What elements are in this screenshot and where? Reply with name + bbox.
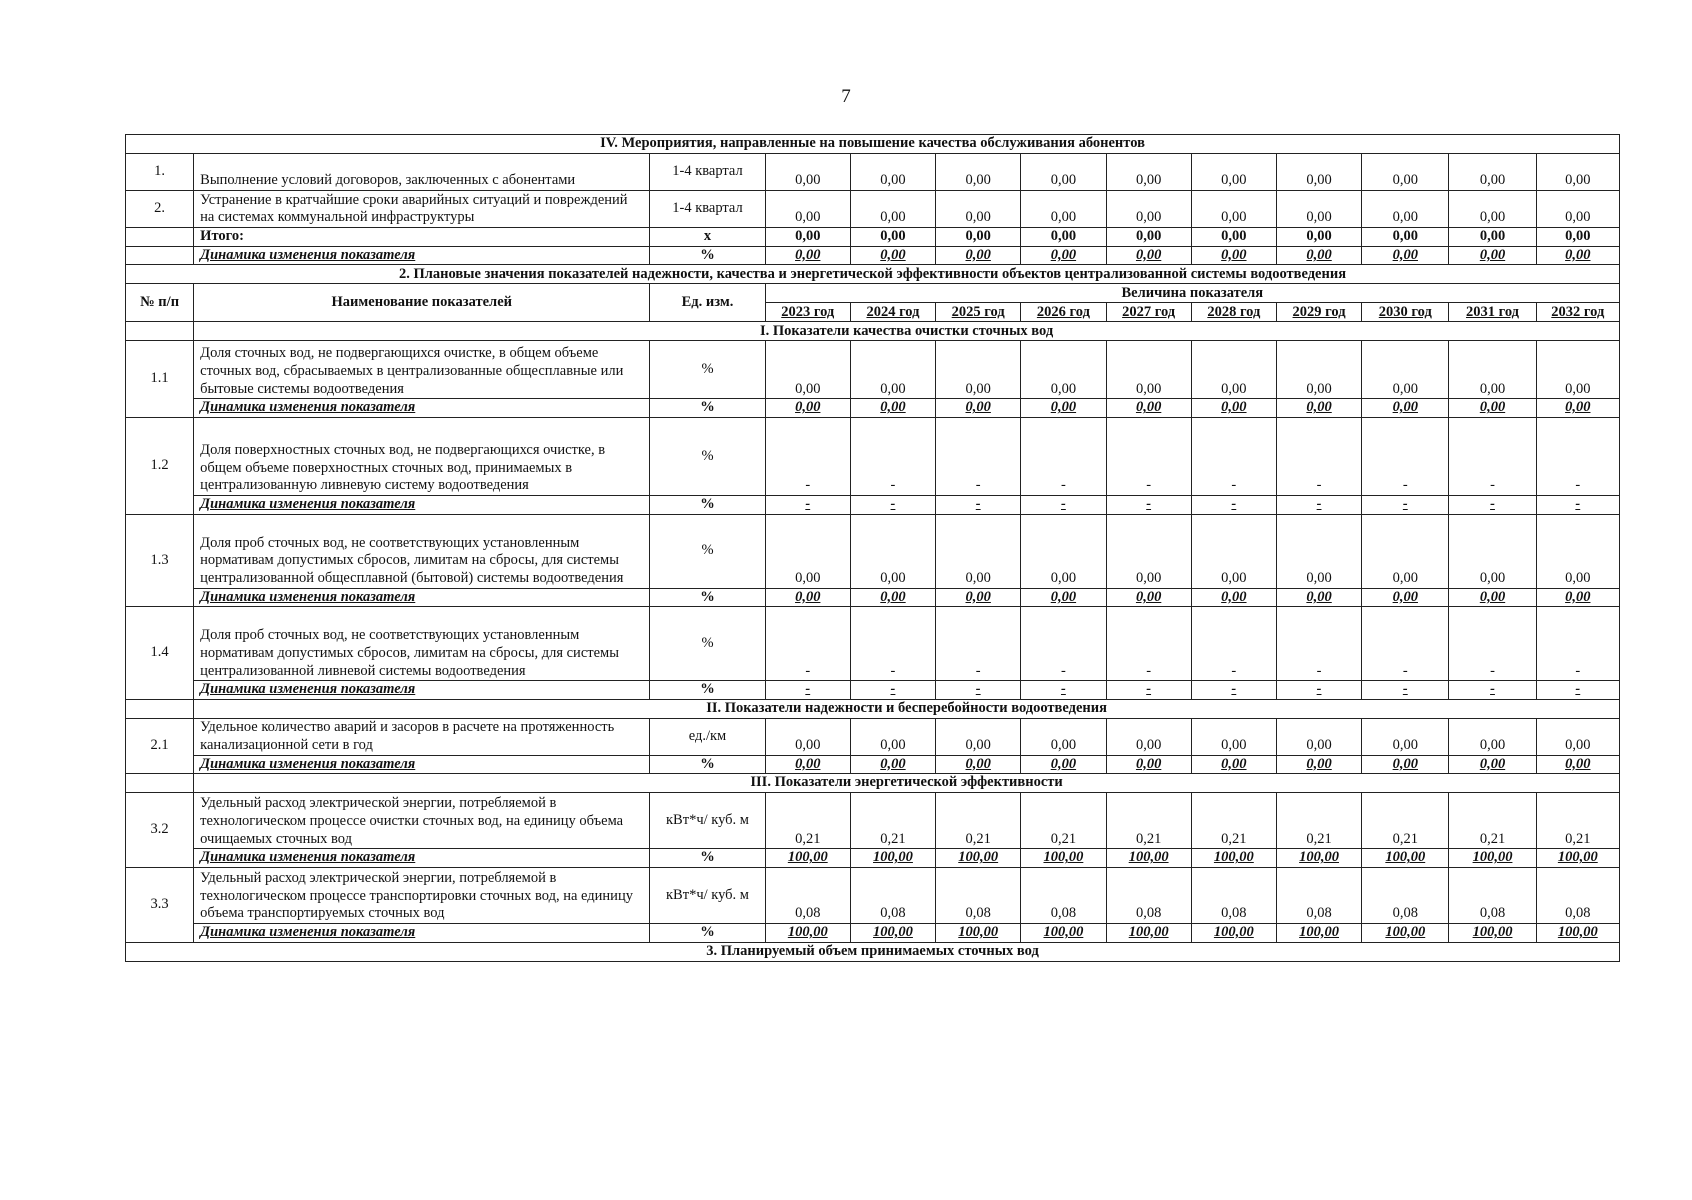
indicators-table-wrapper — [125, 134, 1620, 962]
value-cell: 0,00 — [765, 755, 850, 774]
value-cell: 0,00 — [936, 246, 1021, 265]
value-cell: 0,00 — [1362, 719, 1449, 755]
value-cell: 100,00 — [1021, 923, 1106, 942]
value-cell: 0,00 — [1449, 341, 1536, 399]
value-cell: - — [1191, 418, 1276, 496]
value-cell: 0,00 — [936, 228, 1021, 247]
value-cell: - — [1276, 681, 1361, 700]
indicator-name: Доля проб сточных вод, не соответствующих установленным нормативам допустимых сбросов, лимитам на сбросы, для системы централизованной общесплавной (бытовой) системы водоотведения — [194, 514, 650, 588]
unit-cell: кВт*ч/ куб. м — [650, 867, 765, 923]
value-cell: - — [850, 681, 935, 700]
unit-cell: % — [650, 341, 765, 399]
value-cell: 0,08 — [1191, 867, 1276, 923]
value-cell: 100,00 — [1021, 849, 1106, 868]
value-cell: 0,00 — [1021, 154, 1106, 191]
value-cell: 0,00 — [1536, 588, 1619, 607]
value-cell: 0,00 — [765, 399, 850, 418]
row-number — [126, 700, 194, 719]
table-body — [126, 135, 1620, 962]
section-2-title: 2. Плановые значения показателей надежности, качества и энергетической эффективности объектов централизованной системы водоотведения — [126, 265, 1620, 284]
row-number: 2.1 — [126, 719, 194, 774]
column-header-year: 2028 год — [1191, 303, 1276, 322]
dynamics-label: Динамика изменения показателя — [194, 681, 650, 700]
value-cell: - — [1276, 418, 1361, 496]
value-cell: 0,00 — [1276, 246, 1361, 265]
value-cell: 100,00 — [1536, 923, 1619, 942]
value-cell: - — [1449, 607, 1536, 681]
value-cell: 0,00 — [765, 191, 850, 228]
header-row — [126, 284, 1620, 303]
value-cell: 0,00 — [1106, 154, 1191, 191]
value-cell: 0,08 — [1362, 867, 1449, 923]
group-title-row — [126, 774, 1620, 793]
unit-cell: 1-4 квартал — [650, 191, 765, 228]
value-cell: 100,00 — [1276, 849, 1361, 868]
row-number: 1.1 — [126, 341, 194, 418]
value-cell: 0,00 — [1362, 154, 1449, 191]
unit-cell: % — [650, 418, 765, 496]
value-cell: 0,00 — [936, 191, 1021, 228]
value-cell: 0,00 — [850, 228, 935, 247]
value-cell: 0,00 — [1362, 341, 1449, 399]
value-cell: - — [936, 607, 1021, 681]
value-cell: 0,21 — [1362, 793, 1449, 849]
value-cell: 0,00 — [850, 246, 935, 265]
row-number — [126, 246, 194, 265]
value-cell: - — [1106, 418, 1191, 496]
value-cell: 0,00 — [765, 514, 850, 588]
group-title: I. Показатели качества очистки сточных вод — [194, 322, 1620, 341]
value-cell: 0,00 — [850, 719, 935, 755]
table-row — [126, 154, 1620, 191]
value-cell: - — [1449, 681, 1536, 700]
value-cell: 0,00 — [1449, 246, 1536, 265]
row-number: 3.2 — [126, 793, 194, 868]
section-row — [126, 265, 1620, 284]
value-cell: 0,00 — [1021, 719, 1106, 755]
value-cell: 0,00 — [1362, 399, 1449, 418]
value-cell: 0,00 — [1536, 755, 1619, 774]
value-cell: - — [1536, 418, 1619, 496]
value-cell: 0,00 — [1276, 755, 1361, 774]
value-cell: - — [1276, 496, 1361, 515]
unit-cell: % — [650, 246, 765, 265]
section-row — [126, 942, 1620, 961]
value-cell: 0,00 — [1191, 399, 1276, 418]
value-cell: 100,00 — [1449, 849, 1536, 868]
unit-cell: % — [650, 588, 765, 607]
table-row — [126, 867, 1620, 923]
value-cell: 100,00 — [1191, 849, 1276, 868]
value-cell: - — [1362, 607, 1449, 681]
dynamics-label: Динамика изменения показателя — [194, 755, 650, 774]
table-row — [126, 719, 1620, 755]
value-cell: 0,00 — [850, 154, 935, 191]
value-cell: 0,21 — [850, 793, 935, 849]
dynamics-row — [126, 923, 1620, 942]
value-cell: 0,21 — [1106, 793, 1191, 849]
value-cell: 0,00 — [1449, 154, 1536, 191]
unit-cell: % — [650, 681, 765, 700]
value-cell: 0,08 — [1021, 867, 1106, 923]
value-cell: 0,00 — [1191, 191, 1276, 228]
dynamics-label: Динамика изменения показателя — [194, 246, 650, 265]
value-cell: 0,21 — [1449, 793, 1536, 849]
row-number: 2. — [126, 191, 194, 228]
row-number — [126, 774, 194, 793]
value-cell: - — [1021, 681, 1106, 700]
value-cell: - — [1536, 681, 1619, 700]
value-cell: 0,00 — [1536, 246, 1619, 265]
value-cell: 0,00 — [1276, 719, 1361, 755]
value-cell: 0,00 — [1021, 755, 1106, 774]
value-cell: 0,00 — [1449, 191, 1536, 228]
value-cell: 0,00 — [1191, 719, 1276, 755]
value-cell: 0,00 — [1276, 228, 1361, 247]
value-cell: 0,00 — [1536, 191, 1619, 228]
value-cell: 0,00 — [936, 588, 1021, 607]
value-cell: - — [1449, 496, 1536, 515]
table-row — [126, 341, 1620, 399]
value-cell: 100,00 — [850, 923, 935, 942]
value-cell: - — [1021, 418, 1106, 496]
value-cell: 100,00 — [1362, 923, 1449, 942]
dynamics-row — [126, 681, 1620, 700]
value-cell: 100,00 — [1536, 849, 1619, 868]
value-cell: 0,21 — [936, 793, 1021, 849]
dynamics-label: Динамика изменения показателя — [194, 496, 650, 515]
unit-cell: % — [650, 849, 765, 868]
value-cell: - — [1191, 607, 1276, 681]
indicator-name: Доля сточных вод, не подвергающихся очистке, в общем объеме сточных вод, сбрасываемых в централизованные общесплавные или бытовые системы водоотведения — [194, 341, 650, 399]
value-cell: 0,08 — [1276, 867, 1361, 923]
value-cell: - — [1536, 607, 1619, 681]
value-cell: 0,00 — [850, 755, 935, 774]
indicator-name: Выполнение условий договоров, заключенных с абонентами — [194, 154, 650, 191]
dynamics-label: Динамика изменения показателя — [194, 588, 650, 607]
value-cell: 0,00 — [936, 154, 1021, 191]
value-cell: - — [936, 496, 1021, 515]
dynamics-label: Динамика изменения показателя — [194, 849, 650, 868]
column-header-number: № п/п — [126, 284, 194, 322]
value-cell: 0,00 — [1106, 246, 1191, 265]
value-cell: 0,00 — [1449, 588, 1536, 607]
group-title: III. Показатели энергетической эффективности — [194, 774, 1620, 793]
row-number — [126, 322, 194, 341]
column-header-year: 2025 год — [936, 303, 1021, 322]
unit-cell: % — [650, 755, 765, 774]
value-cell: 0,08 — [850, 867, 935, 923]
value-cell: 0,00 — [850, 514, 935, 588]
table-row — [126, 514, 1620, 588]
column-header-year: 2027 год — [1106, 303, 1191, 322]
dynamics-row — [126, 849, 1620, 868]
value-cell: 0,00 — [1449, 755, 1536, 774]
value-cell: - — [936, 418, 1021, 496]
unit-cell: % — [650, 399, 765, 418]
column-header-unit: Ед. изм. — [650, 284, 765, 322]
indicators-table — [125, 134, 1620, 962]
value-cell: 0,00 — [1536, 514, 1619, 588]
value-cell: 0,00 — [1449, 228, 1536, 247]
value-cell: 0,00 — [1536, 341, 1619, 399]
row-number: 1. — [126, 154, 194, 191]
column-header-year: 2030 год — [1362, 303, 1449, 322]
value-cell: 100,00 — [765, 923, 850, 942]
value-cell: - — [936, 681, 1021, 700]
value-cell: 0,00 — [1449, 514, 1536, 588]
row-number: 3.3 — [126, 867, 194, 942]
value-cell: 0,00 — [1021, 588, 1106, 607]
value-cell: 0,08 — [1536, 867, 1619, 923]
value-cell: 0,00 — [1021, 191, 1106, 228]
dynamics-label: Динамика изменения показателя — [194, 923, 650, 942]
dynamics-row — [126, 496, 1620, 515]
value-cell: 0,08 — [936, 867, 1021, 923]
indicator-name: Удельное количество аварий и засоров в расчете на протяженность канализационной сети в год — [194, 719, 650, 755]
value-cell: - — [1106, 496, 1191, 515]
unit-cell: ед./км — [650, 719, 765, 755]
value-cell: 0,00 — [1362, 755, 1449, 774]
value-cell: 0,00 — [1276, 588, 1361, 607]
value-cell: 0,00 — [850, 399, 935, 418]
value-cell: - — [1191, 496, 1276, 515]
value-cell: 0,00 — [1362, 588, 1449, 607]
value-cell: 0,00 — [1191, 341, 1276, 399]
value-cell: 0,00 — [765, 228, 850, 247]
value-cell: 0,00 — [1191, 246, 1276, 265]
value-cell: 0,00 — [1536, 228, 1619, 247]
value-cell: 0,00 — [1362, 514, 1449, 588]
value-cell: 0,08 — [765, 867, 850, 923]
value-cell: 0,00 — [1106, 341, 1191, 399]
value-cell: 0,00 — [1106, 191, 1191, 228]
value-cell: 0,00 — [1106, 399, 1191, 418]
row-number: 1.2 — [126, 418, 194, 515]
dynamics-row — [126, 246, 1620, 265]
dynamics-row — [126, 755, 1620, 774]
value-cell: 100,00 — [765, 849, 850, 868]
value-cell: 0,00 — [1106, 719, 1191, 755]
unit-cell: % — [650, 496, 765, 515]
unit-cell: 1-4 квартал — [650, 154, 765, 191]
value-cell: - — [1021, 607, 1106, 681]
value-cell: 0,00 — [1021, 514, 1106, 588]
value-cell: 100,00 — [1191, 923, 1276, 942]
value-cell: 0,00 — [765, 154, 850, 191]
value-cell: 0,00 — [1106, 228, 1191, 247]
value-cell: - — [1106, 681, 1191, 700]
column-header-year: 2031 год — [1449, 303, 1536, 322]
column-header-year: 2023 год — [765, 303, 850, 322]
value-cell: 100,00 — [1362, 849, 1449, 868]
value-cell: 0,00 — [850, 341, 935, 399]
value-cell: 0,00 — [1276, 191, 1361, 228]
value-cell: - — [765, 496, 850, 515]
value-cell: 0,00 — [1106, 514, 1191, 588]
value-cell: - — [1449, 418, 1536, 496]
table-row — [126, 793, 1620, 849]
value-cell: 0,00 — [1106, 755, 1191, 774]
value-cell: - — [765, 607, 850, 681]
column-header-year: 2024 год — [850, 303, 935, 322]
indicator-name: Доля поверхностных сточных вод, не подвергающихся очистке, в общем объеме поверхностных сточных вод, принимаемых в централизованную ливневую систему водоотведения — [194, 418, 650, 496]
section-iv-title: IV. Мероприятия, направленные на повышение качества обслуживания абонентов — [126, 135, 1620, 154]
value-cell: 0,00 — [765, 246, 850, 265]
value-cell: 0,00 — [1276, 154, 1361, 191]
column-header-group: Величина показателя — [765, 284, 1619, 303]
value-cell: 0,00 — [1191, 228, 1276, 247]
value-cell: 0,00 — [1362, 191, 1449, 228]
section-row — [126, 135, 1620, 154]
unit-cell: % — [650, 923, 765, 942]
unit-cell: х — [650, 228, 765, 247]
value-cell: 0,00 — [1276, 514, 1361, 588]
value-cell: 0,00 — [1021, 228, 1106, 247]
section-3-title: 3. Планируемый объем принимаемых сточных вод — [126, 942, 1620, 961]
value-cell: 0,08 — [1106, 867, 1191, 923]
total-row — [126, 228, 1620, 247]
group-title-row — [126, 700, 1620, 719]
unit-cell: % — [650, 607, 765, 681]
value-cell: - — [765, 681, 850, 700]
value-cell: - — [1021, 496, 1106, 515]
indicator-name: Доля проб сточных вод, не соответствующих установленным нормативам допустимых сбросов, лимитам на сбросы, для системы централизованной ливневой системы водоотведения — [194, 607, 650, 681]
value-cell: 100,00 — [936, 923, 1021, 942]
value-cell: - — [850, 418, 935, 496]
value-cell: 0,00 — [936, 719, 1021, 755]
value-cell: 0,00 — [936, 755, 1021, 774]
value-cell: 0,00 — [765, 588, 850, 607]
value-cell: 0,21 — [1276, 793, 1361, 849]
value-cell: - — [1362, 496, 1449, 515]
column-header-name: Наименование показателей — [194, 284, 650, 322]
value-cell: 0,00 — [1021, 399, 1106, 418]
value-cell: 100,00 — [936, 849, 1021, 868]
value-cell: 0,00 — [1191, 514, 1276, 588]
value-cell: 0,21 — [1191, 793, 1276, 849]
value-cell: 0,00 — [765, 341, 850, 399]
value-cell: - — [1536, 496, 1619, 515]
value-cell: 0,00 — [1021, 341, 1106, 399]
value-cell: 0,00 — [936, 399, 1021, 418]
indicator-name: Удельный расход электрической энергии, потребляемой в технологическом процессе очистки сточных вод, на единицу объема очищаемых сточных вод — [194, 793, 650, 849]
value-cell: - — [1362, 418, 1449, 496]
table-row — [126, 418, 1620, 496]
value-cell: 0,00 — [1276, 341, 1361, 399]
unit-cell: % — [650, 514, 765, 588]
value-cell: - — [1276, 607, 1361, 681]
group-title-row — [126, 322, 1620, 341]
dynamics-row — [126, 588, 1620, 607]
value-cell: 0,00 — [765, 719, 850, 755]
column-header-year: 2032 год — [1536, 303, 1619, 322]
value-cell: 100,00 — [1106, 923, 1191, 942]
value-cell: 100,00 — [1106, 849, 1191, 868]
value-cell: 0,08 — [1449, 867, 1536, 923]
value-cell: 0,00 — [1362, 228, 1449, 247]
value-cell: 100,00 — [1276, 923, 1361, 942]
value-cell: 0,00 — [936, 514, 1021, 588]
value-cell: 0,00 — [850, 191, 935, 228]
value-cell: 0,00 — [850, 588, 935, 607]
value-cell: 0,00 — [1276, 399, 1361, 418]
page-number: 7 — [841, 86, 851, 107]
indicator-name: Удельный расход электрической энергии, потребляемой в технологическом процессе транспортировки сточных вод, на единицу объема транспортируемых сточных вод — [194, 867, 650, 923]
table-row — [126, 191, 1620, 228]
value-cell: - — [1106, 607, 1191, 681]
value-cell: 0,21 — [1536, 793, 1619, 849]
column-header-year: 2029 год — [1276, 303, 1361, 322]
value-cell: - — [850, 496, 935, 515]
value-cell: - — [765, 418, 850, 496]
value-cell: - — [850, 607, 935, 681]
value-cell: 0,00 — [936, 341, 1021, 399]
dynamics-row — [126, 399, 1620, 418]
dynamics-label: Динамика изменения показателя — [194, 399, 650, 418]
value-cell: 0,00 — [1449, 399, 1536, 418]
value-cell: - — [1362, 681, 1449, 700]
value-cell: 0,00 — [1362, 246, 1449, 265]
column-header-year: 2026 год — [1021, 303, 1106, 322]
value-cell: 0,00 — [1536, 399, 1619, 418]
value-cell: 0,00 — [1536, 154, 1619, 191]
value-cell: 0,00 — [1191, 755, 1276, 774]
row-number: 1.3 — [126, 514, 194, 607]
total-label: Итого: — [194, 228, 650, 247]
row-number: 1.4 — [126, 607, 194, 700]
value-cell: 0,00 — [1191, 588, 1276, 607]
group-title: II. Показатели надежности и бесперебойности водоотведения — [194, 700, 1620, 719]
value-cell: 0,00 — [1106, 588, 1191, 607]
value-cell: 100,00 — [850, 849, 935, 868]
value-cell: - — [1191, 681, 1276, 700]
table-row — [126, 607, 1620, 681]
value-cell: 0,00 — [1449, 719, 1536, 755]
value-cell: 0,00 — [1021, 246, 1106, 265]
indicator-name: Устранение в кратчайшие сроки аварийных ситуаций и повреждений на системах коммунальной инфраструктуры — [194, 191, 650, 228]
value-cell: 0,21 — [765, 793, 850, 849]
value-cell: 0,00 — [1536, 719, 1619, 755]
unit-cell: кВт*ч/ куб. м — [650, 793, 765, 849]
value-cell: 0,21 — [1021, 793, 1106, 849]
value-cell: 0,00 — [1191, 154, 1276, 191]
value-cell: 100,00 — [1449, 923, 1536, 942]
row-number — [126, 228, 194, 247]
